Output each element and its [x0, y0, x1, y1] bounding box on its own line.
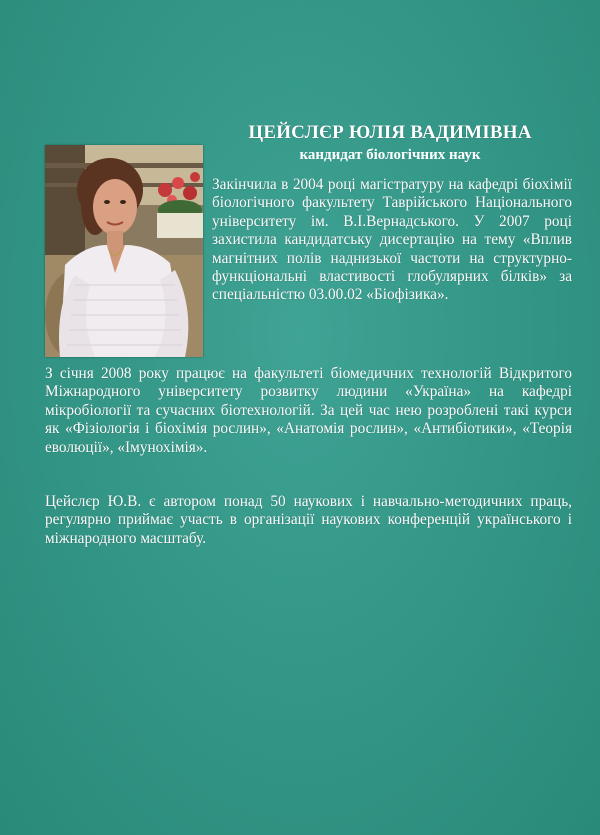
author-name: ЦЕЙСЛЄР ЮЛІЯ ВАДИМІВНА: [248, 122, 532, 143]
bio-paragraph-2: З січня 2008 року працює на факультеті біомедичних технологій Відкритого Міжнародного університету розвитку людини «Україна» на кафедрі мікробіології та сучасних біотехнологій. За цей час нею розроблені такі курси як «Фізіологія і біохімія рослин», «Анатомія рослин», «Антибіотики», «Теорія еволюції», «Імунохімія».: [45, 365, 572, 456]
bio-paragraph-education: [212, 176, 572, 305]
bio-paragraph-career: [45, 365, 572, 457]
author-photo: [45, 145, 203, 357]
author-degree: кандидат біологічних наук: [299, 147, 481, 163]
portrait-image: [45, 145, 203, 357]
bio-paragraph-3: Цейслєр Ю.В. є автором понад 50 наукових і навчально-методичних праць, регулярно приймає участь в організації наукових конференцій українського і міжнародного масштабу.: [45, 493, 572, 547]
bio-paragraph-1: Закінчила в 2004 році магістратуру на кафедрі біохімії біологічного факультету Таврійського Національного університету ім. В.І.Вернадського. У 2007 році захистила кандидатську дисертацію на тему «Вплив магнітних полів наднизької частоти на структурно-функціональні властивості глобулярних білків» за спеціальністю 03.00.02 «Біофізика».: [212, 176, 572, 304]
bio-paragraph-publications: [45, 493, 572, 548]
